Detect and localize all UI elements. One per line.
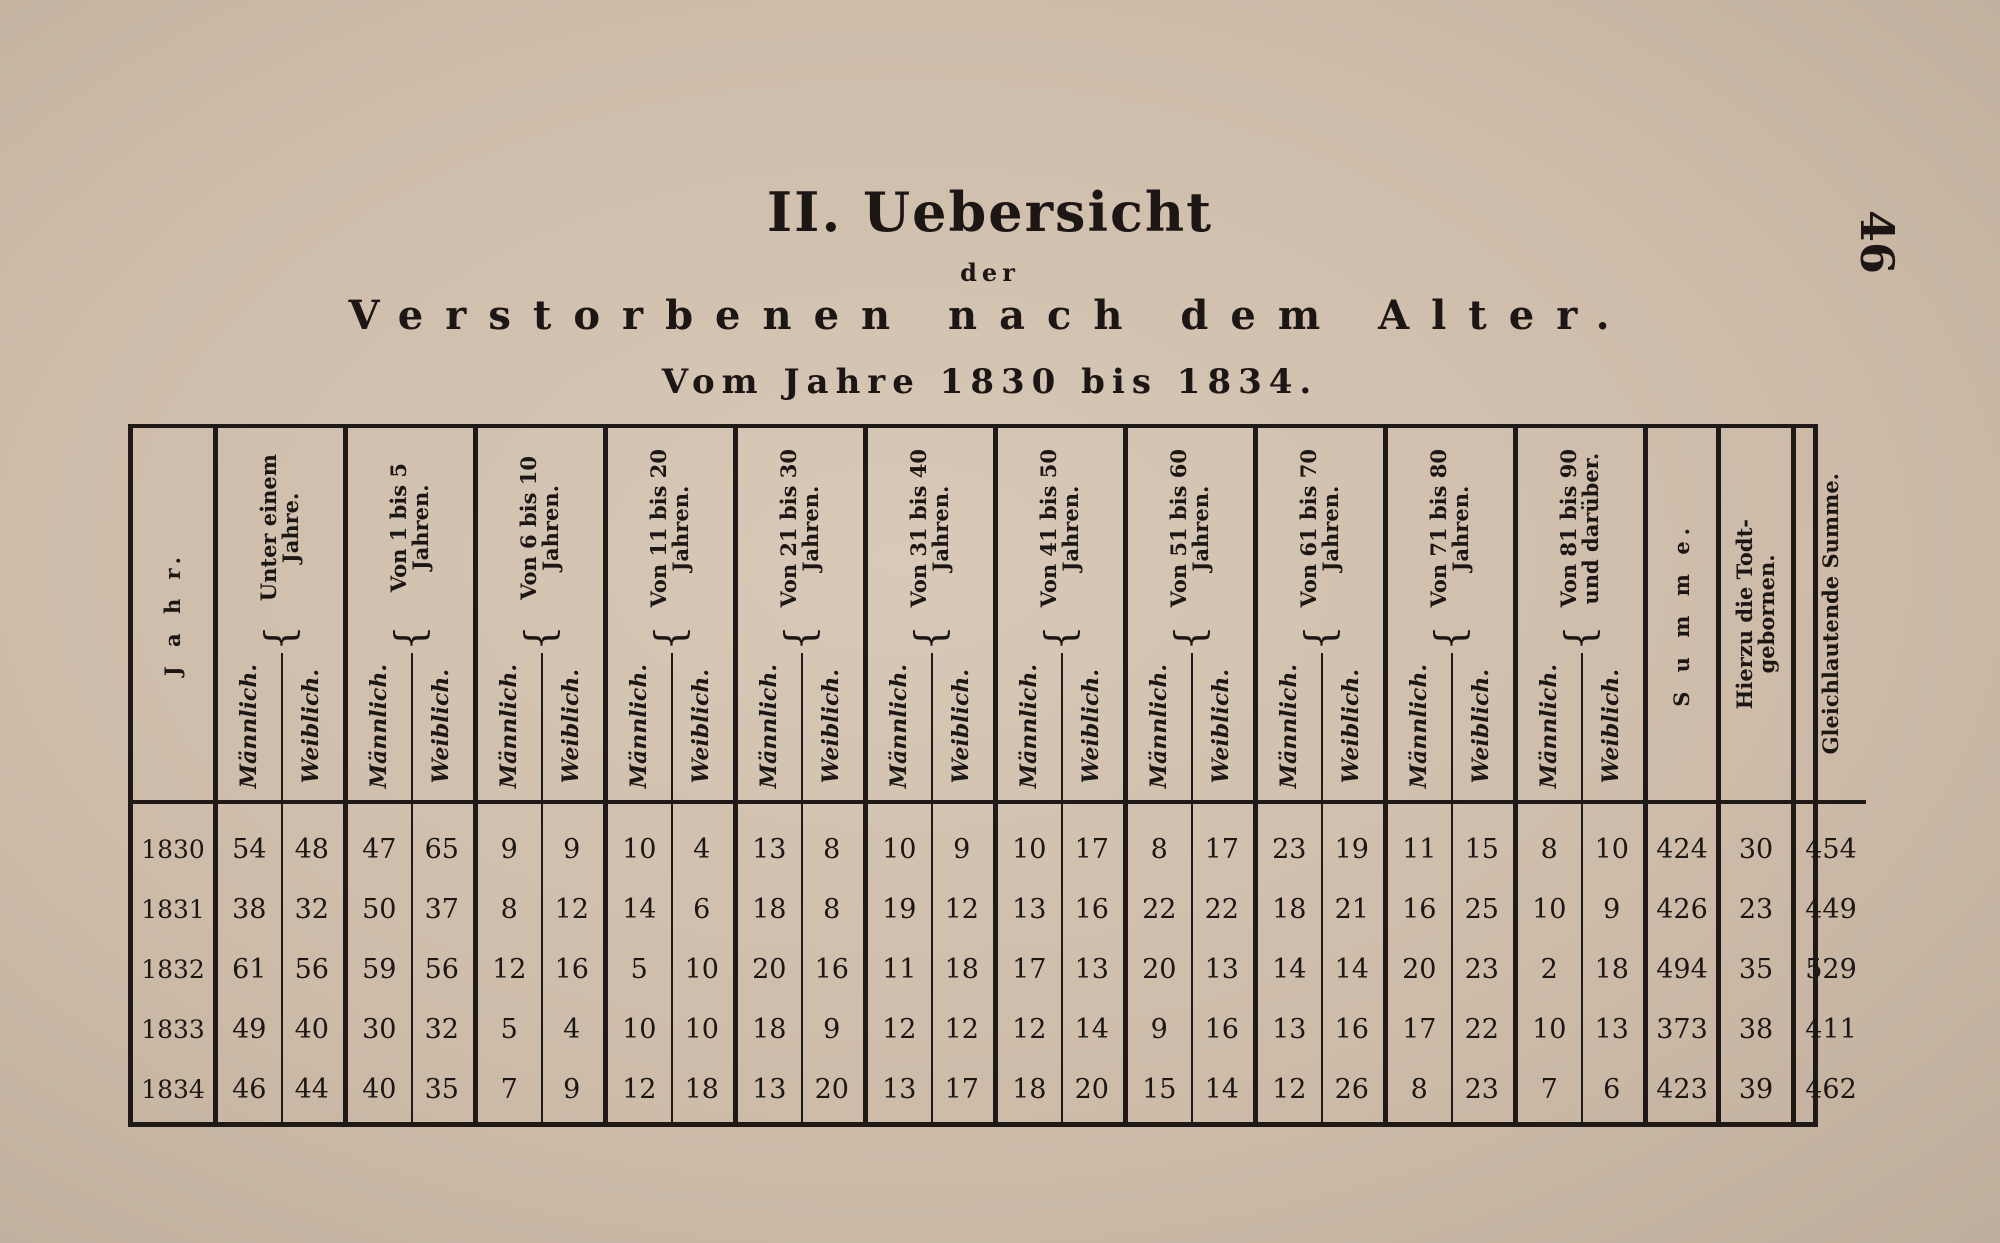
age-group-header [1128,428,1253,628]
data-cell: 13 [882,1074,917,1105]
data-cell: 12 [944,894,979,925]
male-label: Männlich. [365,664,392,789]
total-cell: 454 [1805,834,1857,865]
age-group-header [1518,428,1643,628]
female-label: Weiblich. [558,669,585,784]
age-group-label: Von 11 bis 20 Jahren. [646,448,694,608]
data-cell: 12 [1012,1014,1047,1045]
data-cell: 18 [684,1074,719,1105]
total-header [1796,428,1866,804]
data-cell: 21 [1334,894,1369,925]
age-group-label: Von 61 bis 70 Jahren. [1296,448,1344,608]
data-cell: 18 [752,894,787,925]
male-label: Männlich. [1145,664,1172,789]
stillborn-cell: 30 [1738,834,1774,865]
female-header [801,653,864,804]
total-cell: 411 [1805,1014,1857,1045]
data-cell: 32 [294,894,329,925]
male-header [1128,653,1191,804]
brace-icon: { [387,625,434,651]
female-label: Weiblich. [298,669,325,784]
female-label: Weiblich. [688,669,715,784]
brace-icon: { [907,625,954,651]
data-cell: 23 [1272,834,1307,865]
data-cell: 22 [1142,894,1177,925]
male-header [608,653,671,804]
female-label: Weiblich. [1338,669,1365,784]
brace-icon: { [1427,625,1474,651]
data-cell: 9 [953,834,971,865]
data-cell: 32 [424,1014,459,1045]
male-label: Männlich. [755,664,782,789]
female-header [1451,653,1514,804]
data-cell: 37 [424,894,459,925]
data-cell: 13 [1074,954,1109,985]
data-cell: 35 [424,1074,459,1105]
female-header [1061,653,1124,804]
data-cell: 9 [563,834,581,865]
data-cell: 13 [1594,1014,1629,1045]
data-cell: 18 [944,954,979,985]
female-label: Weiblich. [1468,669,1495,784]
summe-cell: 424 [1656,834,1708,865]
male-header [1258,653,1321,804]
data-cell: 8 [1410,1074,1428,1105]
data-cell: 54 [232,834,267,865]
data-cell: 10 [1012,834,1047,865]
data-cell: 8 [823,834,841,865]
data-cell: 7 [1540,1074,1558,1105]
data-cell: 13 [1272,1014,1307,1045]
data-cell: 11 [882,954,917,985]
female-header [281,653,344,804]
data-cell: 6 [1603,1074,1621,1105]
brace-icon: { [647,625,694,651]
age-group-header [868,428,993,628]
year-cell: 1832 [141,955,205,984]
male-header [348,653,411,804]
data-cell: 13 [752,834,787,865]
data-cell: 4 [693,834,711,865]
data-cell: 9 [563,1074,581,1105]
data-cell: 44 [294,1074,329,1105]
data-cell: 9 [823,1014,841,1045]
data-cell: 10 [684,954,719,985]
data-cell: 12 [1272,1074,1307,1105]
age-group-header [1388,428,1513,628]
stillborn-cell: 38 [1738,1014,1774,1045]
data-cell: 14 [1204,1074,1239,1105]
male-label: Männlich. [495,664,522,789]
female-header [411,653,474,804]
data-cell: 14 [1074,1014,1109,1045]
data-cell: 17 [1402,1014,1437,1045]
data-cell: 16 [814,954,849,985]
data-cell: 15 [1142,1074,1177,1105]
data-cell: 20 [1142,954,1177,985]
data-cell: 18 [1594,954,1629,985]
male-label: Männlich. [1535,664,1562,789]
data-cell: 10 [622,834,657,865]
female-header [1581,653,1644,804]
male-header [478,653,541,804]
year-cell: 1830 [141,835,205,864]
female-header [931,653,994,804]
data-cell: 10 [622,1014,657,1045]
female-header [671,653,734,804]
data-cell: 6 [693,894,711,925]
data-cell: 47 [362,834,397,865]
brace-icon: { [1557,625,1604,651]
data-cell: 13 [752,1074,787,1105]
data-cell: 16 [554,954,589,985]
data-cell: 11 [1402,834,1437,865]
data-cell: 16 [1402,894,1437,925]
age-group-label: Von 41 bis 50 Jahren. [1036,448,1084,608]
data-cell: 14 [1272,954,1307,985]
data-cell: 23 [1464,954,1499,985]
data-cell: 25 [1464,894,1499,925]
data-cell: 17 [1204,834,1239,865]
data-cell: 14 [622,894,657,925]
total-cell: 462 [1805,1074,1857,1105]
data-cell: 65 [424,834,459,865]
data-cell: 14 [1334,954,1369,985]
age-group-header [998,428,1123,628]
male-label: Männlich. [1405,664,1432,789]
stillborn-cell: 23 [1738,894,1774,925]
year-cell: 1833 [141,1015,205,1044]
data-cell: 19 [1334,834,1369,865]
data-cell: 13 [1204,954,1239,985]
female-label: Weiblich. [1208,669,1235,784]
data-cell: 10 [1532,1014,1567,1045]
female-label: Weiblich. [428,669,455,784]
summe-cell: 494 [1656,954,1708,985]
data-cell: 10 [684,1014,719,1045]
age-group-header [1258,428,1383,628]
data-cell: 56 [294,954,329,985]
data-cell: 12 [622,1074,657,1105]
data-cell: 12 [944,1014,979,1045]
male-header [868,653,931,804]
age-group-header [218,428,343,628]
female-label: Weiblich. [1598,669,1625,784]
brace-icon: { [777,625,824,651]
data-cell: 16 [1204,1014,1239,1045]
data-cell: 46 [232,1074,267,1105]
year-cell: 1834 [141,1075,205,1104]
data-cell: 23 [1464,1074,1499,1105]
summe-cell: 423 [1656,1074,1708,1105]
stillborn-cell: 39 [1738,1074,1774,1105]
brace-icon: { [1167,625,1214,651]
data-cell: 17 [1012,954,1047,985]
male-label: Männlich. [1275,664,1302,789]
male-label: Männlich. [885,664,912,789]
data-cell: 16 [1074,894,1109,925]
title: II. Uebersicht [766,180,1214,244]
brace-icon: { [257,625,304,651]
data-cell: 10 [882,834,917,865]
stillborn-header-label: Hierzu die Todt- gebornen. [1731,518,1779,710]
summe-header-label: S u m m e. [1668,521,1694,707]
data-cell: 9 [500,834,518,865]
page-number: 46 [1850,210,1904,275]
male-header [1388,653,1451,804]
age-group-label: Von 1 bis 5 Jahren. [386,463,434,593]
data-cell: 40 [294,1014,329,1045]
stillborn-cell: 35 [1738,954,1774,985]
male-label: Männlich. [625,664,652,789]
age-group-label: Von 81 bis 90 und darüber. [1556,448,1604,608]
age-group-header [608,428,733,628]
data-cell: 26 [1334,1074,1369,1105]
heading: Verstorbenen nach dem Alter. [348,292,1632,339]
year-cell: 1831 [141,895,205,924]
brace-icon: { [517,625,564,651]
age-group-label: Von 21 bis 30 Jahren. [776,448,824,608]
data-cell: 61 [232,954,267,985]
data-cell: 17 [1074,834,1109,865]
subtitle: der [960,258,1020,287]
female-label: Weiblich. [818,669,845,784]
data-cell: 15 [1464,834,1499,865]
data-cell: 13 [1012,894,1047,925]
data-cell: 18 [1012,1074,1047,1105]
data-cell: 18 [1272,894,1307,925]
age-group-header [478,428,603,628]
female-header [541,653,604,804]
data-cell: 5 [630,954,648,985]
data-cell: 5 [500,1014,518,1045]
female-header [1191,653,1254,804]
year-header [133,428,213,804]
age-group-label: Von 51 bis 60 Jahren. [1166,448,1214,608]
data-cell: 49 [232,1014,267,1045]
data-cell: 8 [823,894,841,925]
age-group-label: Von 71 bis 80 Jahren. [1426,448,1474,608]
data-cell: 9 [1150,1014,1168,1045]
data-cell: 10 [1532,894,1567,925]
age-group-header [738,428,863,628]
data-cell: 8 [1540,834,1558,865]
data-cell: 20 [1074,1074,1109,1105]
data-cell: 20 [1402,954,1437,985]
data-cell: 8 [500,894,518,925]
data-cell: 20 [752,954,787,985]
brace-icon: { [1037,625,1084,651]
data-cell: 18 [752,1014,787,1045]
age-group-label: Von 6 bis 10 Jahren. [516,456,564,600]
summe-cell: 373 [1656,1014,1708,1045]
data-cell: 9 [1603,894,1621,925]
female-label: Weiblich. [948,669,975,784]
data-cell: 22 [1464,1014,1499,1045]
summe-cell: 426 [1656,894,1708,925]
data-cell: 19 [882,894,917,925]
data-cell: 2 [1540,954,1558,985]
data-cell: 22 [1204,894,1239,925]
data-cell: 8 [1150,834,1168,865]
male-label: Männlich. [1015,664,1042,789]
data-cell: 16 [1334,1014,1369,1045]
age-group-label: Von 31 bis 40 Jahren. [906,448,954,608]
data-cell: 10 [1594,834,1629,865]
data-cell: 38 [232,894,267,925]
male-header [738,653,801,804]
data-cell: 4 [563,1014,581,1045]
male-header [998,653,1061,804]
period: Vom Jahre 1830 bis 1834. [661,362,1319,402]
data-cell: 12 [554,894,589,925]
total-header-label: Gleichlautende Summe. [1817,473,1843,755]
data-cell: 20 [814,1074,849,1105]
data-cell: 30 [362,1014,397,1045]
data-cell: 7 [500,1074,518,1105]
brace-icon: { [1297,625,1344,651]
male-label: Männlich. [235,664,262,789]
summe-header [1648,428,1716,804]
male-header [218,653,281,804]
total-cell: 449 [1805,894,1857,925]
data-cell: 12 [882,1014,917,1045]
male-header [1518,653,1581,804]
female-label: Weiblich. [1078,669,1105,784]
data-cell: 56 [424,954,459,985]
total-cell: 529 [1805,954,1857,985]
data-cell: 59 [362,954,397,985]
data-cell: 12 [492,954,527,985]
age-group-label: Unter einem Jahre. [256,454,304,602]
year-header-label: J a h r. [159,551,185,677]
data-cell: 48 [294,834,329,865]
data-cell: 50 [362,894,397,925]
stillborn-header [1721,428,1791,804]
female-header [1321,653,1384,804]
age-group-header [348,428,473,628]
mortality-table [128,424,1857,1127]
data-cell: 40 [362,1074,397,1105]
data-cell: 17 [944,1074,979,1105]
